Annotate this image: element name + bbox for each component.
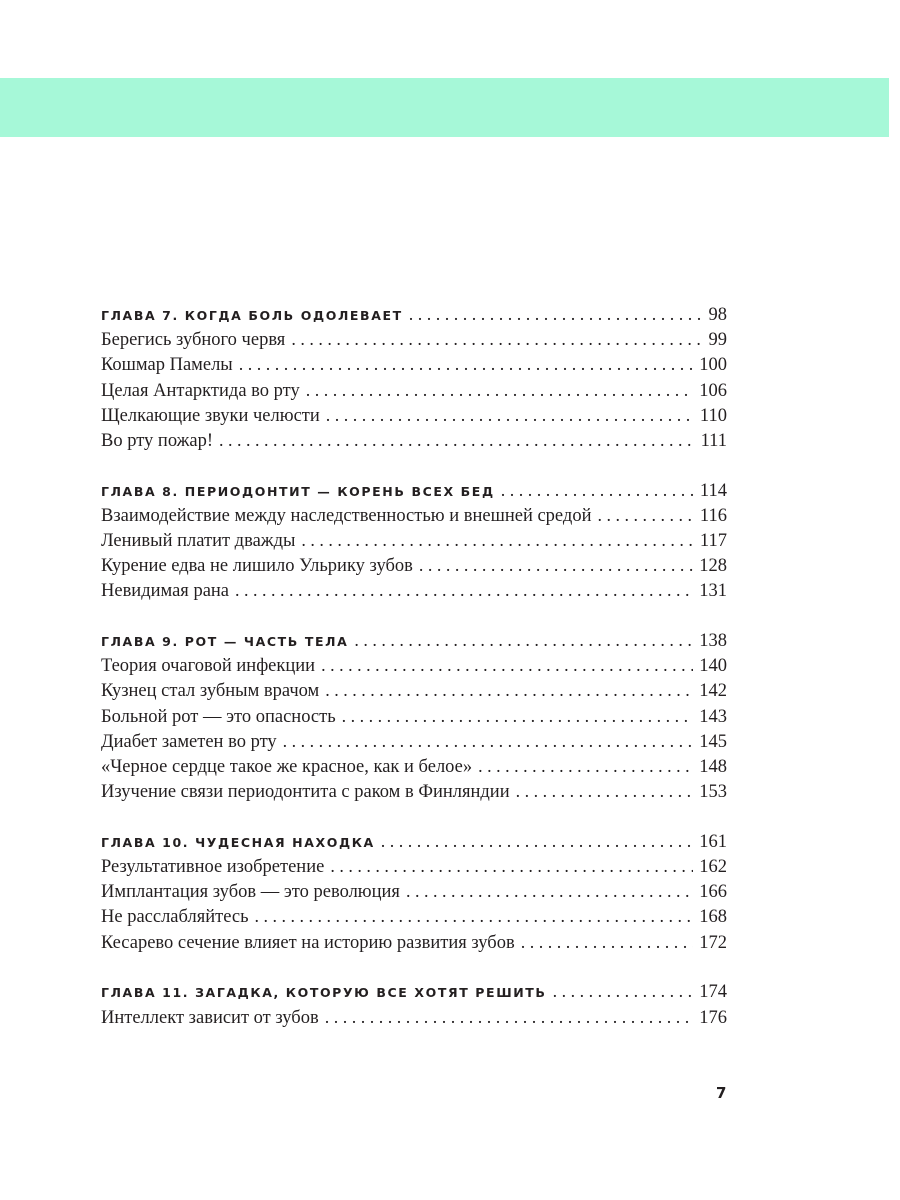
section-row [101, 930, 727, 955]
chapter-heading-row [101, 478, 727, 503]
dot-leader [516, 779, 694, 804]
chapter-page-number: 174 [699, 982, 727, 1003]
section-row [101, 779, 727, 804]
chapter-title: ГЛАВА 9. РОТ — ЧАСТЬ ТЕЛА [101, 634, 349, 650]
chapter-heading-row [101, 628, 727, 653]
section-row [101, 352, 727, 377]
section-page-number: 100 [699, 355, 727, 376]
section-title: Теория очаговой инфекции [101, 656, 316, 677]
chapter-page-number: 114 [699, 480, 727, 501]
section-page-number: 166 [699, 882, 727, 903]
section-title: Во рту пожар! [101, 430, 214, 451]
section-title: Невидимая рана [101, 581, 230, 602]
dot-leader [325, 678, 693, 703]
section-page-number: 148 [699, 757, 727, 777]
section-row [101, 879, 727, 904]
chapter-title: ГЛАВА 8. ПЕРИОДОНТИТ — КОРЕНЬ ВСЕХ БЕД [101, 483, 495, 499]
section-title: Кесарево сечение влияет на историю развития зубов [101, 932, 515, 953]
chapter-block [101, 478, 727, 604]
section-row [101, 704, 727, 729]
section-row [101, 503, 727, 528]
dot-leader [326, 403, 694, 428]
dot-leader [381, 829, 693, 854]
section-row [101, 403, 727, 428]
section-title: Щелкающие звуки челюсти [101, 405, 320, 426]
chapter-page-number: 98 [708, 305, 727, 325]
section-page-number: 128 [699, 556, 727, 577]
chapter-title: ГЛАВА 7. КОГДА БОЛЬ ОДОЛЕВАЕТ [101, 308, 403, 323]
section-page-number: 172 [699, 932, 727, 953]
section-title: «Черное сердце такое же красное, как и белое» [101, 757, 473, 777]
section-page-number: 110 [699, 405, 727, 426]
section-page-number: 162 [699, 857, 727, 878]
dot-leader [283, 729, 694, 754]
section-title: Результативное изобретение [101, 857, 325, 878]
section-page-number: 131 [699, 581, 727, 602]
section-row [101, 854, 727, 879]
section-page-number: 143 [699, 706, 727, 727]
dot-leader [325, 1005, 694, 1030]
chapter-page-number: 161 [699, 831, 727, 852]
section-title: Больной рот — это опасность [101, 706, 336, 727]
dot-leader [219, 428, 695, 453]
chapter-title: ГЛАВА 11. ЗАГАДКА, КОТОРУЮ ВСЕ ХОТЯТ РЕШИТЬ [101, 985, 547, 1001]
section-title: Курение едва не лишило Ульрику зубов [101, 556, 413, 577]
chapter-page-number: 138 [699, 631, 727, 652]
dot-leader [291, 327, 702, 352]
section-row [101, 653, 727, 678]
dot-leader [478, 754, 693, 779]
section-page-number: 168 [699, 907, 727, 928]
dot-leader [409, 302, 703, 327]
dot-leader [306, 378, 694, 403]
chapter-title: ГЛАВА 10. ЧУДЕСНАЯ НАХОДКА [101, 834, 375, 850]
section-row [101, 729, 727, 754]
dot-leader [597, 503, 693, 528]
dot-leader [321, 653, 693, 678]
section-row [101, 904, 727, 929]
dot-leader [330, 854, 693, 879]
section-page-number: 99 [708, 330, 727, 351]
chapter-block [101, 628, 727, 804]
chapter-block [101, 829, 727, 955]
dot-leader [419, 553, 693, 578]
dot-leader [406, 879, 693, 904]
section-row [101, 428, 727, 453]
section-title: Диабет заметен во рту [101, 731, 277, 752]
dot-leader [501, 478, 694, 503]
section-page-number: 153 [699, 782, 727, 803]
section-row [101, 1005, 727, 1030]
section-title: Взаимодействие между наследственностью и внешней средой [101, 505, 592, 526]
table-of-contents [101, 302, 727, 1054]
section-row [101, 528, 727, 553]
section-page-number: 145 [699, 731, 727, 752]
section-page-number: 117 [699, 531, 727, 551]
section-row [101, 327, 727, 352]
section-title: Кошмар Памелы [101, 355, 233, 376]
section-page-number: 140 [699, 656, 727, 677]
section-title: Не расслабляйтесь [101, 907, 249, 928]
chapter-heading-row [101, 979, 727, 1004]
dot-leader [342, 704, 694, 729]
section-title: Имплантация зубов — это революция [101, 882, 400, 903]
section-title: Изучение связи периодонтита с раком в Финляндии [101, 782, 510, 803]
section-row [101, 553, 727, 578]
dot-leader [521, 930, 694, 955]
chapter-block [101, 302, 727, 453]
page-number: 7 [716, 1084, 727, 1102]
chapter-block [101, 979, 727, 1029]
section-page-number: 111 [700, 430, 727, 451]
section-title: Берегись зубного червя [101, 330, 286, 351]
dot-leader [235, 578, 693, 603]
section-page-number: 116 [699, 505, 727, 526]
section-title: Целая Антарктида во рту [101, 380, 300, 401]
dot-leader [354, 628, 693, 653]
dot-leader [301, 528, 694, 553]
section-row [101, 578, 727, 603]
section-row [101, 678, 727, 703]
section-row [101, 378, 727, 403]
section-page-number: 106 [699, 380, 727, 401]
header-color-band [0, 78, 889, 137]
section-title: Кузнец стал зубным врачом [101, 681, 320, 702]
dot-leader [255, 904, 694, 929]
dot-leader [239, 352, 694, 377]
section-page-number: 176 [699, 1007, 727, 1028]
chapter-heading-row [101, 829, 727, 854]
chapter-heading-row [101, 302, 727, 327]
dot-leader [553, 979, 694, 1004]
section-title: Ленивый платит дважды [101, 531, 296, 551]
section-row [101, 754, 727, 779]
section-title: Интеллект зависит от зубов [101, 1007, 319, 1028]
section-page-number: 142 [699, 681, 727, 702]
